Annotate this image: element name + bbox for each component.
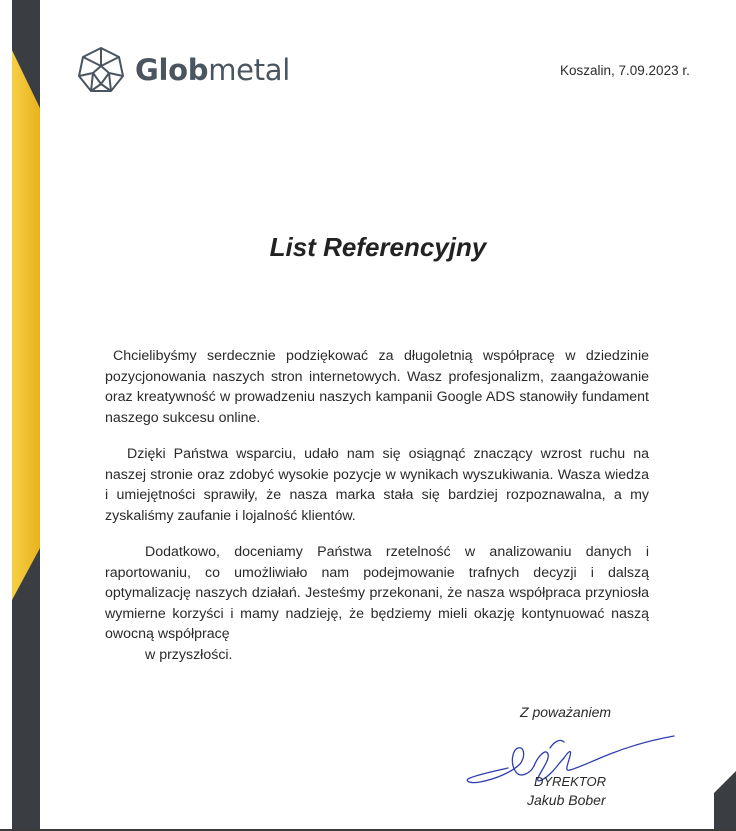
company-logo (77, 46, 290, 94)
paragraph-3-body: Dodatkowo, doceniamy Państwa rzetelność w analizowaniu danych i raportowaniu, co umożliwiało nam podejmowanie trafnych decyzji i dalszą optymalizację naszych działań. Jesteśmy przekonani, że nasza współpraca przyniosła wymierne korzyści i mamy nadzieję, że będziemy mieli okazję kontynuować naszą owocną współpracę (105, 544, 649, 643)
paragraph-2: Dzięki Państwa wsparciu, udało nam się osiągnąć znaczący wzrost ruchu na naszej stronie oraz zdobyć wysokie pozycje w wynikach wyszukiwania. Wasza wiedza i umiejętności sprawiły, że nasza marka stała się bardziej rozpoznawalna, a my zyskaliśmy zaufanie i lojalność klientów. (105, 446, 649, 524)
document-title (0, 232, 736, 263)
corner-decoration (696, 771, 736, 831)
document-date: Koszalin, 7.09.2023 r. (560, 63, 690, 78)
left-decorative-stripe (0, 0, 60, 831)
document-title-text: List Referencyjny (269, 232, 487, 262)
logo-text (135, 53, 290, 87)
logo-text-light: metal (208, 53, 291, 87)
closing-salutation: Z poważaniem (520, 704, 612, 720)
signer-role: DYREKTOR (534, 774, 606, 789)
globmetal-logo-icon (77, 46, 125, 94)
paragraph-3-tail: w przyszłości. (145, 646, 233, 663)
paragraph-3 (105, 542, 649, 666)
logo-text-bold: Glob (135, 53, 209, 87)
paragraph-1: Chcielibyśmy serdecznie podziękować za długoletnią współpracę w dziedzinie pozycjonowania naszych stron internetowych. Wasz profesjonalizm, zaangażowanie oraz kreatywność w prowadzeniu naszych kampanii Google ADS stanowiły fundament naszego sukcesu online. (105, 348, 649, 426)
signer-name: Jakub Bober (527, 792, 606, 808)
